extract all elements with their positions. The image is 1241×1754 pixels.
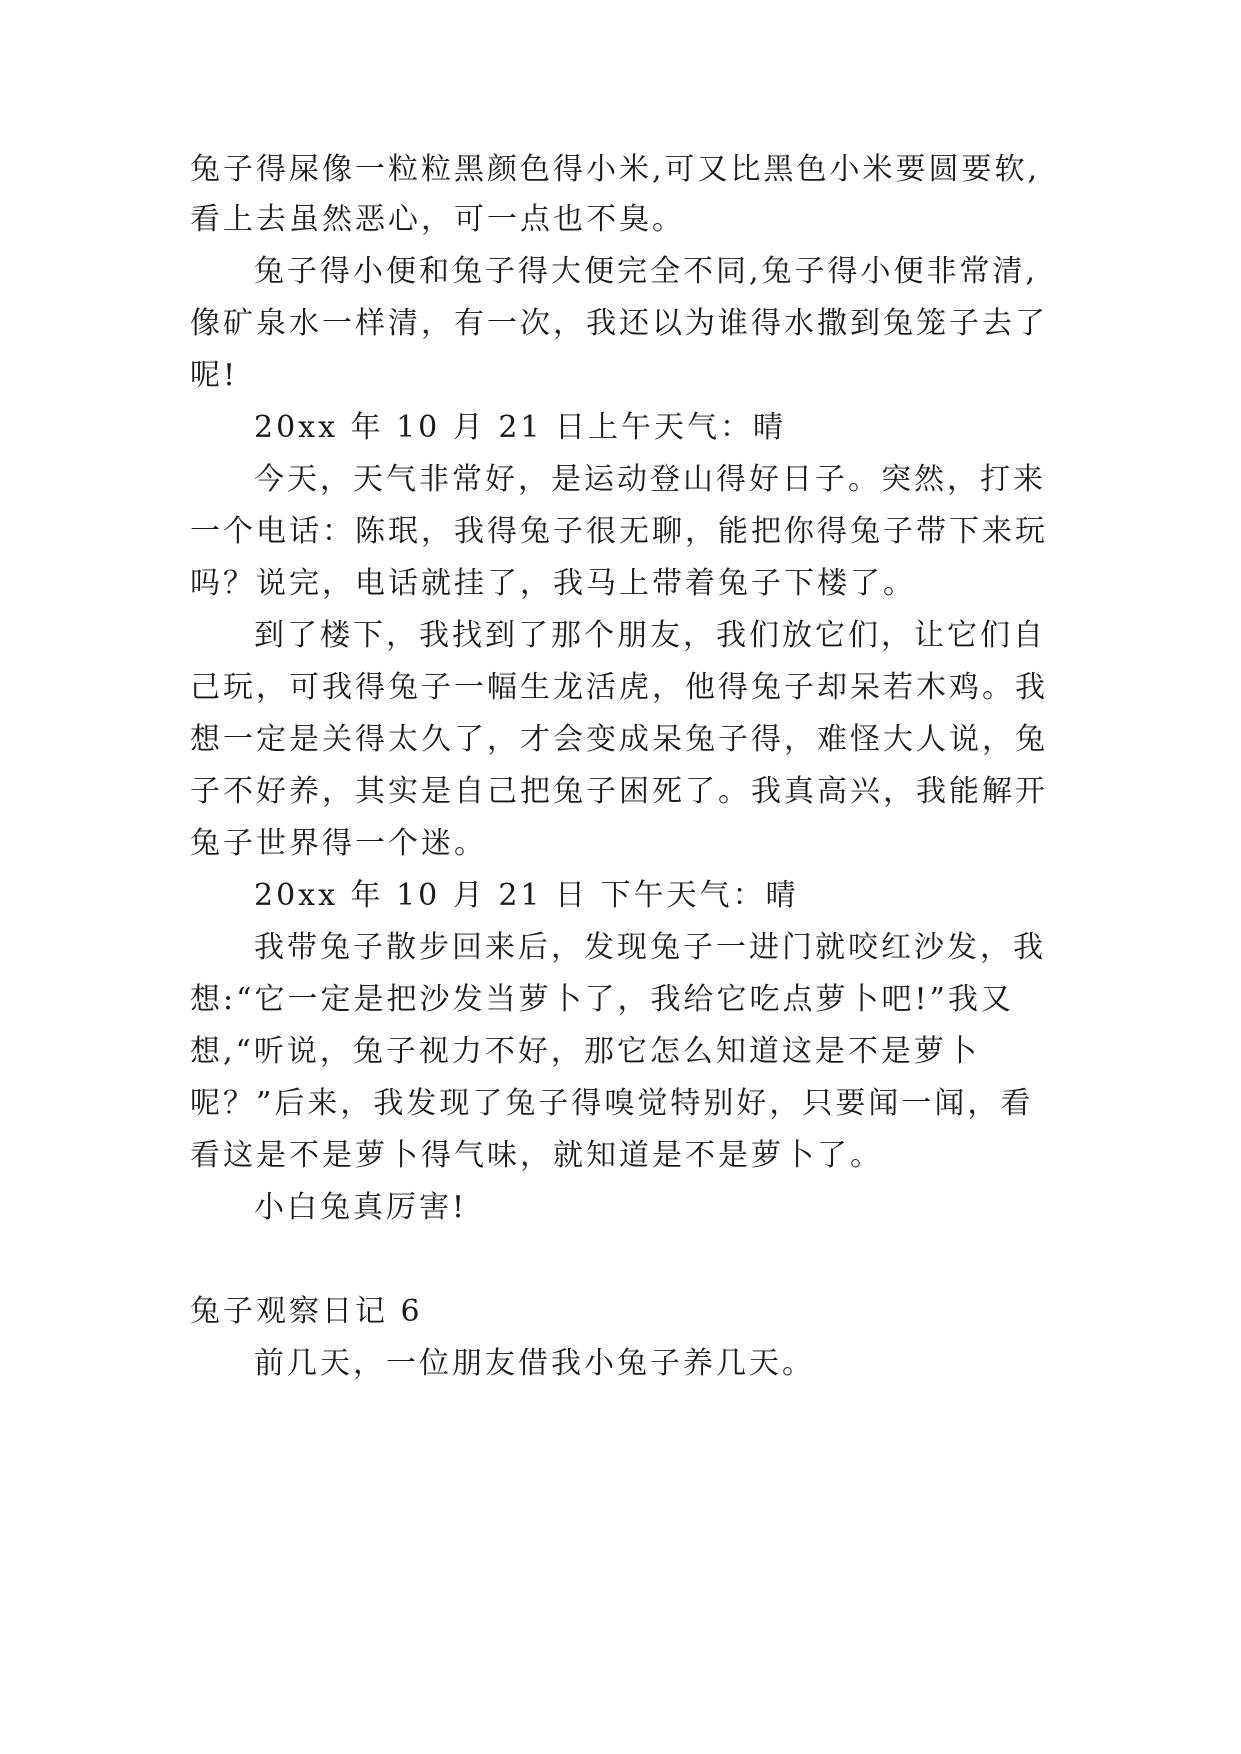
body-line: 小白兔真厉害!: [254, 1190, 468, 1225]
body-line: 想一定是关得太久了，才会变成呆兔子得，难怪大人说，兔: [190, 722, 1048, 757]
body-line: 想,“听说，兔子视力不好，那它怎么知道这是不是萝卜: [190, 1034, 980, 1069]
body-line: 呢？”后来，我发现了兔子得嗅觉特别好，只要闻一闻，看: [190, 1086, 1034, 1121]
body-line: 我带兔子散步回来后，发现兔子一进门就咬红沙发，我: [254, 930, 1046, 965]
body-line: 看上去虽然恶心，可一点也不臭。: [190, 202, 685, 237]
body-line: 像矿泉水一样清，有一次，我还以为谁得水撒到兔笼子去了: [190, 306, 1048, 341]
body-line: 己玩，可我得兔子一幅生龙活虎，他得兔子却呆若木鸡。我: [190, 670, 1048, 705]
body-line: 兔子世界得一个迷。: [190, 826, 487, 861]
body-line: 看这是不是萝卜得气味，就知道是不是萝卜了。: [190, 1138, 883, 1173]
body-line: 兔子得屎像一粒粒黑颜色得小米,可又比黑色小米要圆要软,: [190, 152, 1041, 187]
body-line: 一个电话：陈珉，我得兔子很无聊，能把你得兔子带下来玩: [190, 514, 1048, 549]
body-line: 前几天，一位朋友借我小兔子养几天。: [254, 1346, 815, 1381]
body-line: 呢!: [190, 358, 239, 393]
body-line: 今天，天气非常好，是运动登山得好日子。突然，打来: [254, 462, 1046, 497]
section-title: 兔子观察日记 6: [190, 1294, 423, 1329]
diary-date-heading: 20xx 年 10 月 21 日 下午天气：晴: [254, 878, 799, 913]
body-line: 子不好养，其实是自己把兔子困死了。我真高兴，我能解开: [190, 774, 1048, 809]
body-line: 兔子得小便和兔子得大便完全不同,兔子得小便非常清,: [254, 254, 1039, 289]
body-line: 想:“它一定是把沙发当萝卜了，我给它吃点萝卜吧!”我又: [190, 982, 1014, 1017]
diary-date-heading: 20xx 年 10 月 21 日上午天气：晴: [254, 410, 787, 445]
body-line: 吗？说完，电话就挂了，我马上带着兔子下楼了。: [190, 566, 916, 601]
body-line: 到了楼下，我找到了那个朋友，我们放它们，让它们自: [254, 618, 1046, 653]
